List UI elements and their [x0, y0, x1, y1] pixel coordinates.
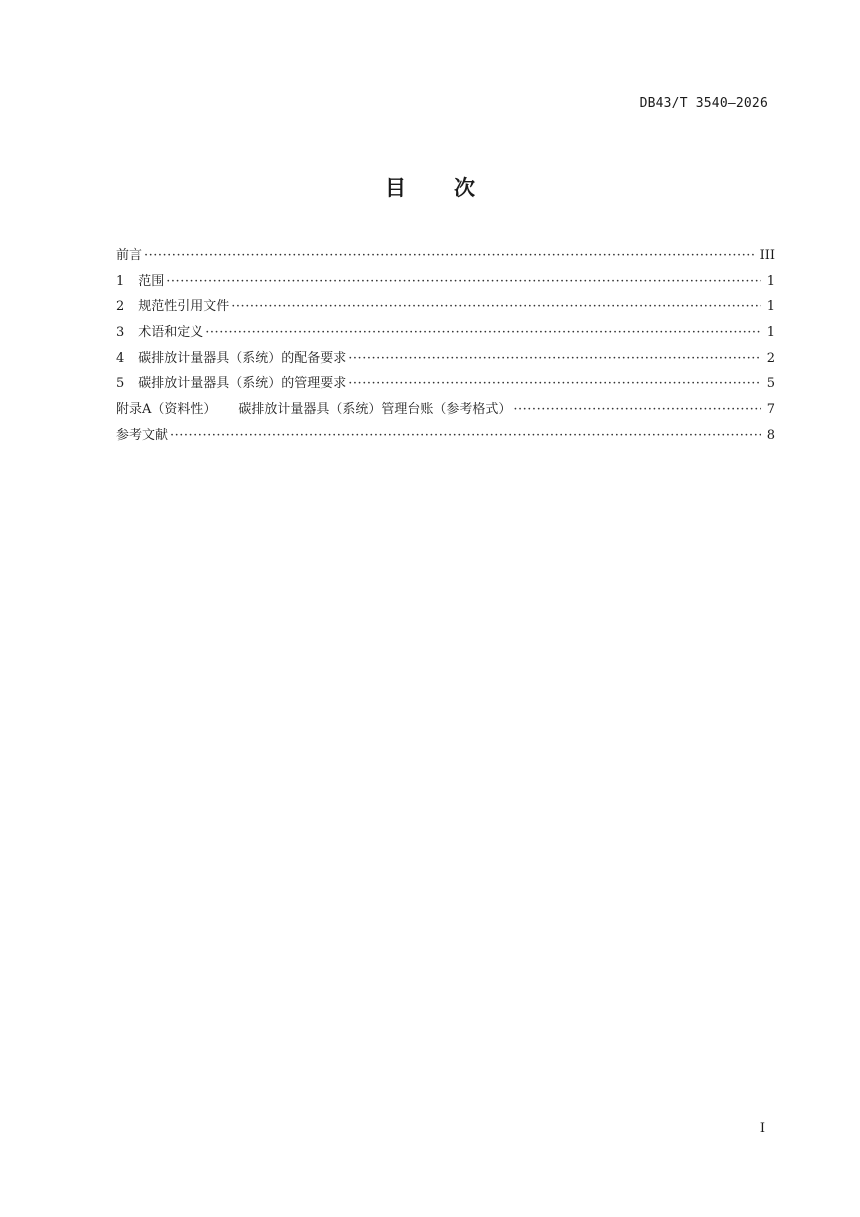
toc-entry-number: 1: [116, 273, 125, 289]
toc-entry-scope[interactable]: [116, 270, 775, 296]
toc-entry-page: 2: [766, 350, 775, 366]
toc-leader-dots: [231, 299, 761, 314]
toc-leader-dots: [144, 248, 756, 263]
toc-leader-dots: [205, 325, 761, 340]
toc-entry-page: III: [759, 248, 775, 263]
toc-entry-label: 术语和定义: [138, 325, 204, 341]
toc-leader-dots: [170, 428, 761, 443]
toc-entry-label: 碳排放计量器具（系统）管理台账（参考格式）: [238, 402, 512, 418]
toc-entry-label: 碳排放计量器具（系统）的配备要求: [138, 350, 347, 366]
toc-entry-number: 3: [116, 325, 125, 341]
table-of-contents: [116, 244, 775, 450]
toc-entry-normative-references[interactable]: [116, 295, 775, 321]
toc-entry-page: 7: [766, 402, 775, 418]
toc-entry-page: 5: [766, 376, 775, 392]
toc-leader-dots: [166, 274, 761, 289]
toc-entry-label: 参考文献: [116, 427, 169, 443]
toc-leader-dots: [348, 351, 761, 366]
toc-entry-number: 5: [116, 376, 125, 392]
toc-entry-label: 碳排放计量器具（系统）的管理要求: [138, 376, 347, 392]
toc-entry-page: 8: [766, 427, 775, 443]
toc-entry-foreword[interactable]: [116, 244, 775, 270]
toc-entry-equipment-requirements[interactable]: [116, 347, 775, 373]
toc-entry-appendix-a[interactable]: [116, 398, 775, 424]
toc-leader-dots: [348, 376, 761, 391]
toc-entry-label: 范围: [138, 273, 165, 289]
toc-entry-page: 1: [766, 325, 775, 341]
toc-entry-page: 1: [766, 299, 775, 315]
toc-entry-number: 附录A（资料性）: [116, 402, 217, 418]
toc-title: 目次: [385, 176, 523, 200]
toc-entry-terms-definitions[interactable]: [116, 321, 775, 347]
toc-entry-number: 2: [116, 299, 125, 315]
toc-entry-label: 规范性引用文件: [138, 299, 230, 315]
toc-entry-label: 前言: [116, 248, 143, 263]
toc-entry-page: 1: [766, 273, 775, 289]
toc-entry-bibliography[interactable]: [116, 424, 775, 450]
toc-leader-dots: [513, 402, 761, 417]
page-number: I: [759, 1121, 765, 1136]
toc-entry-management-requirements[interactable]: [116, 372, 775, 398]
document-code: DB43/T 3540—2026: [639, 96, 768, 111]
toc-entry-number: 4: [116, 350, 125, 366]
